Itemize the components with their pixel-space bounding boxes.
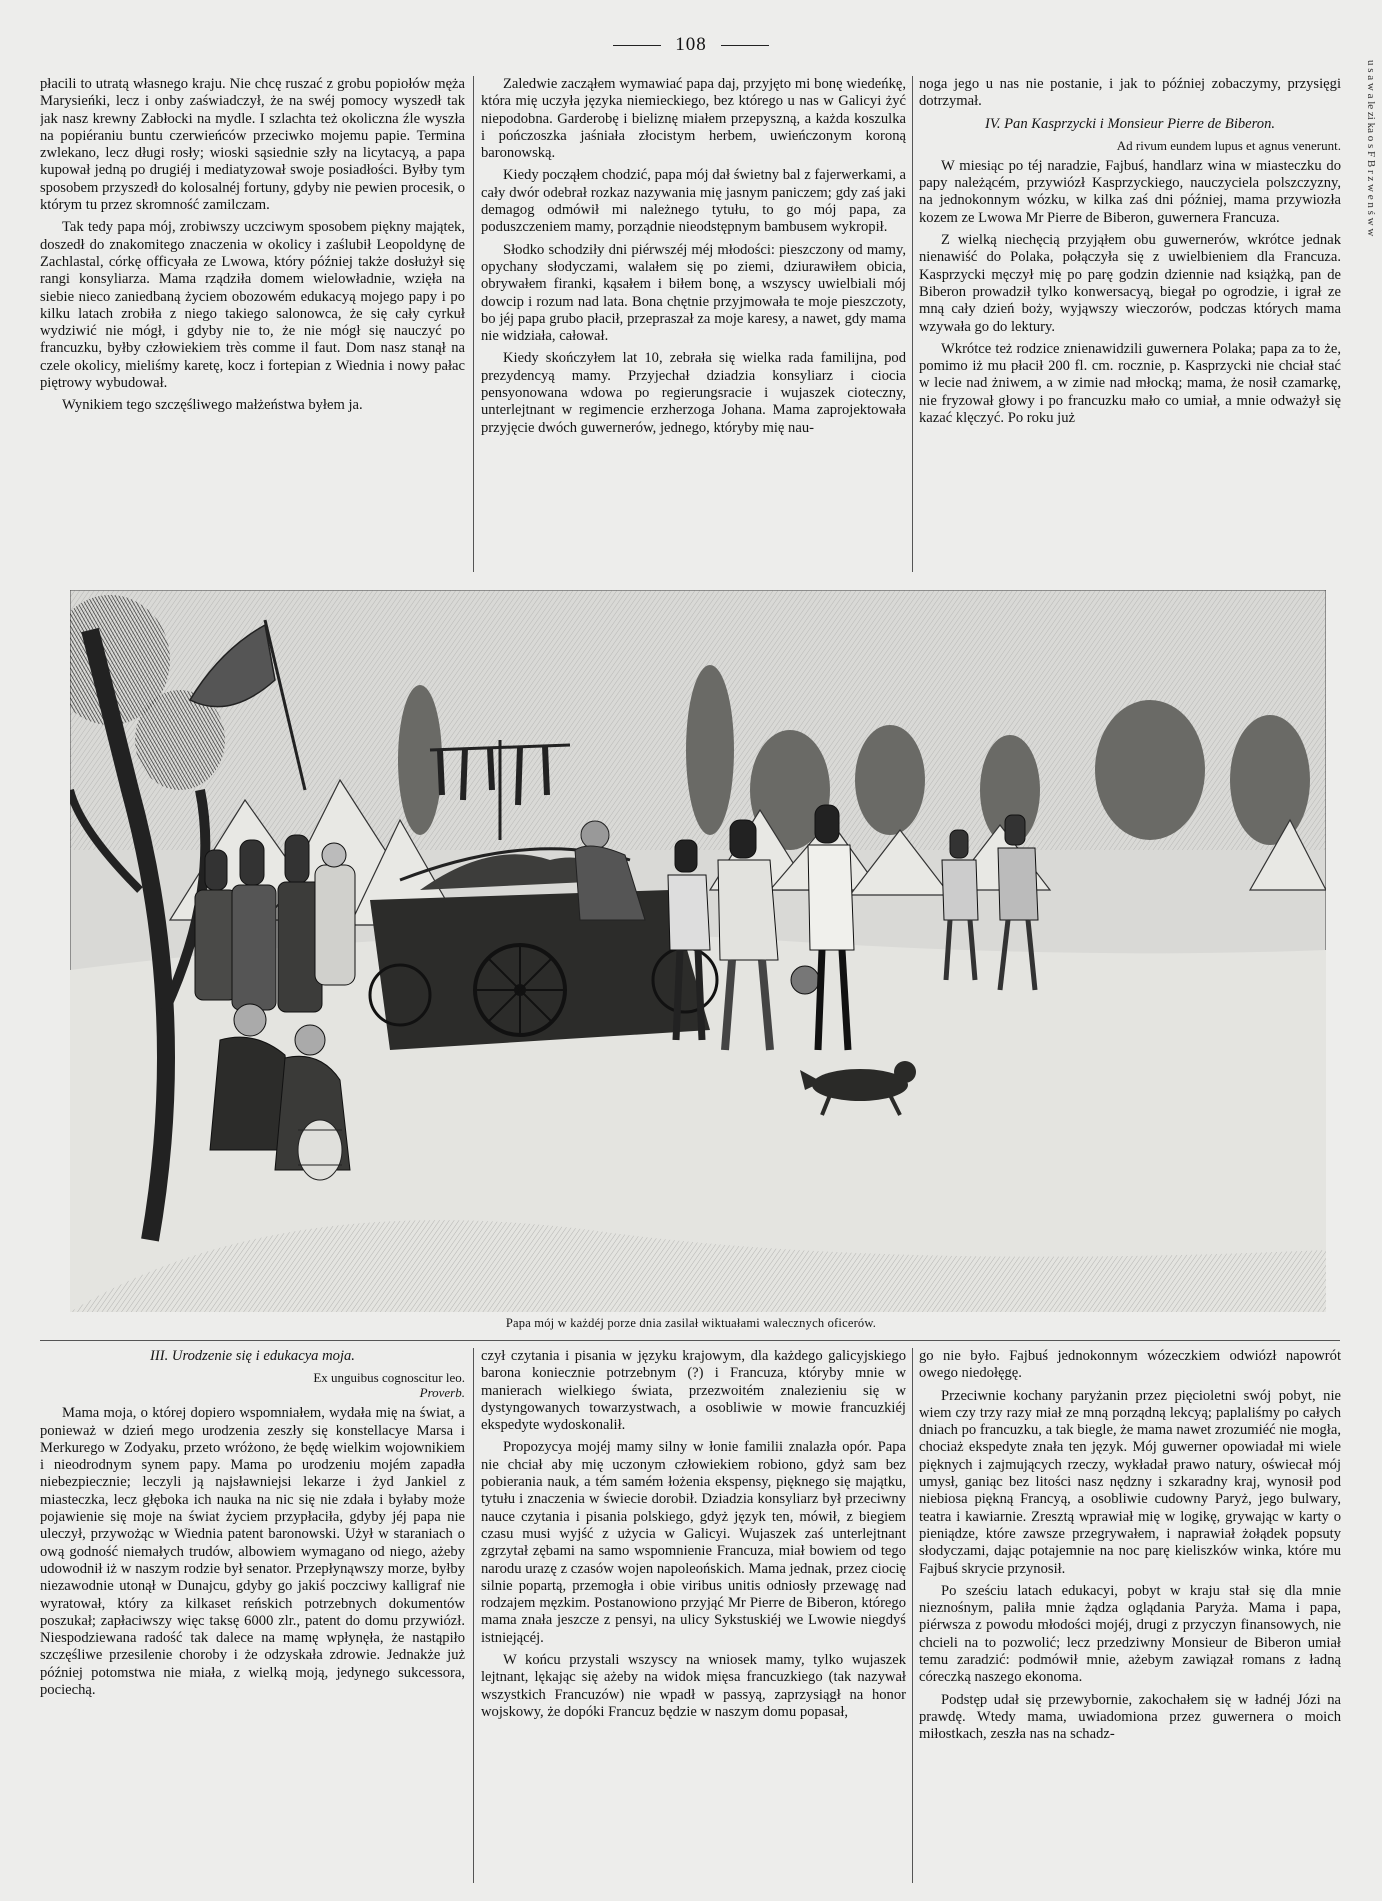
top-column-2 [481, 76, 906, 572]
paragraph: Z wielką niechęcią przyjąłem obu guwernerów, wkrótce jednak nienawiść do Polaka, połączyła się z uwielbieniem dla Francuza. Kasprzycki męczył mię po parę godzin dziennie nad książką, pan de Biberon prowadził tylko konwersacyą, biegał po ogrodzie, i igrał ze mną cały dzień boży, wyjąwszy wieczorów, podczas których mama wzywała go do lektury. [919, 232, 1341, 335]
paragraph: W miesiąc po téj naradzie, Fajbuś, handlarz wina w miasteczku do papy należącém, przywiózł Kasprzyckiego, nauczyciela polszczyzny, na jednokonnym wózku, w kilka zaś dni później, mama przywiozła kozem ze Lwowa Mr Pierre de Biberon, guwernera Francuza. [919, 157, 1341, 226]
section-heading: IV. Pan Kasprzycki i Monsieur Pierre de Biberon. [984, 115, 1276, 132]
section-heading: III. Urodzenie się i edukacya moja. [150, 1348, 355, 1364]
paragraph: czył czytania i pisania w języku krajowym, dla każdego galicyjskiego barona koniecznie potrzebnym (?) i Francuza, któryby mnie w manierach wielkiego świata, przezwoitém znalezieniu się w dystyngowanych towarzystwach, a osobliwie w mowie francuzkiéj ekspedyte wydoskonalił. [481, 1348, 906, 1434]
column-divider [473, 1348, 474, 1883]
paragraph: Podstęp udał się przewybornie, zakochałem się w ładnéj Józi na prawdę. Wtedy mama, uwiadomiona przez guwernera o moich miłostkach, zeszła nas na schadz- [919, 1691, 1341, 1743]
illustration-caption: Papa mój w każdéj porze dnia zasilał wiktuałami walecznych oficerów. [505, 1316, 877, 1330]
paragraph: Kiedy skończyłem lat 10, zebrała się wielka rada familijna, pod prezydencyą mamy. Przyjechał dziadzia konsyliarz i ciocia pensyonowana wdowa po regierungsracie i wujaszek cioteczny, unterlejtnant w regimencie erzherzoga Johana. Mama zaprojektowała przyjęcie dwóch guwernerów, jednego, któryby mię nau- [481, 350, 906, 436]
bottom-column-3 [919, 1348, 1341, 1883]
page-number-line [0, 34, 1382, 56]
paragraph: Słodko schodziły dni piérwszéj méj młodości: pieszczony od mamy, opychany słodyczami, walałem się po ziemi, dziurawiłem obicia, obrywałem firanki, kąsałem i biłem bonę, a wszyscy uwielbiali mój dowcip i rozum nad lata. Bona chętnie przyjmowała te moje pieszczoty, bo jéj papa grubo płacił, przepraszał za moje karesy, a nawet, gdy mama nie widziała, całował. [481, 241, 906, 345]
top-column-3 [919, 76, 1341, 572]
page-number-rule-left [613, 45, 661, 46]
facing-page-edge-text: u s a w a le zi ka o s F B r z w e n ś w w [1365, 60, 1377, 237]
column-divider [473, 76, 474, 572]
paragraph: noga jego u nas nie postanie, i jak to później zobaczymy, przysięgi dotrzymał. [919, 76, 1341, 110]
page-number: 108 [675, 34, 707, 55]
bottom-column-2 [481, 1348, 906, 1883]
paragraph: Propozycya mojéj mamy silny w łonie familii znalazła opór. Papa nie chciał aby mię uczonym człowiekiem robiono, gdyż sam bez pobierania nauk, a tém samém łożenia ekspensy, pięknego się majątku, tytułu i znaczenia w świecie dorobił. Dziadzia konsyliarz był przeciwny nauce czytania i pisania polskiego, gdyż język ten, mówił, z biegiem czasu musi wyjść z użycia w Galicyi. Wujaszek zaś unterlejtnant zgrzytał zębami na samo wspomnienie Francuza, miał bowiem od tego narodu urazę z czasów wojen napoleońskich. Mama jednak, przez ciocię silnie popartą, przemogła i obie viribus unitis odniosły przewagę nad rodzajem męzkim. Postanowiono przyjąć Mr Pierre de Biberon, którego mama znała jeszcze z pensyi, na ulicy Sykstuskiéj we Lwowie niegdyś istniejącéj. [481, 1439, 906, 1646]
epigraph [40, 1370, 465, 1400]
camp-engraving-illustration [70, 590, 1326, 1312]
paragraph: płacili to utratą własnego kraju. Nie chcę ruszać z grobu popiołów męża Marysieńki, lecz i onby zaświadczył, że na swéj pomocy wyszedł tak jak nasz krewny Zabłocki na mydle. I szlachta też okoliczna źle wyszła na popiéraniu buntu czerwieńców przeciwko mojemu papie. Termina zwlekano, lecz długi rosły; wioski sąsiednie szły na licytacyą, a papa kupował jedną po drugiéj i mediatyzował swoje posiadłości. Byłby tym sposobem przyszedł do kolosalnéj fortuny, gdyby nie pewien procesik, o którym tu przez skromność zamilczam. [40, 76, 465, 214]
paragraph: Tak tedy papa mój, zrobiwszy uczciwym sposobem piękny majątek, doszedł do znakomitego znaczenia w okolicy i zaślubił Leopoldynę de Zachlastal, córkę officyała ze Lwowa, który później także dosłużył się rangi konsyliarza. Mama rządziła domem wielowładnie, wzięła na siebie nieco zaniedbaną życiem obozowém edukacyą mojego papy i po kilku latach zrobiła z niego takiego salonowca, że się cały cyrkuł wydziwić nie mógł, i gdyby nie to, że nie mógł się nauczyć po francuzku, byłby człowiekiem très comme il faut. Dom nasz stanął na czele okolicy, mieliśmy karetę, kocz i fortepian z Wiednia i nowy pałac piętrowy wybudował. [40, 219, 465, 392]
paragraph: go nie było. Fajbuś jednokonnym wózeczkiem odwiózł napowrót owego niedołęgę. [919, 1348, 1341, 1382]
column-divider [912, 76, 913, 572]
paragraph: Przeciwnie kochany paryżanin przez pięcioletni swój pobyt, nie wiem czy trzy razy miał ze mną porządną lekcyą; paplaliśmy po całych dniach po francuzku, a tak biegle, że mama nawet zrozumiéć nie mogła, chociaż ekspedyte znała ten język. Mój guwerner opowiadał mi wiele pięknych i zajmujących rzeczy, wykładał prawo natury, oświecał mój umysł, ganiąc bez litości nasz nędzny i szkaradny kraj, wynosił pod niebiosa piękną Francyą, a osobliwie cudowny Paryż, jego bulwary, teatra i kawiarnie. Zresztą wprawiał mię w logikę, grywając w karty o pieniądze, które zawsze przegrywałem, i naprawiał żołądek popsuty słodyczami, dając potajemnie na noc parę kieliszków winka, które mu Fajbuś skrycie przynosił. [919, 1387, 1341, 1577]
paragraph: Wkrótce też rodzice znienawidzili guwernera Polaka; papa za to że, pomimo iż mu płacił 200 fl. cm. rocznie, p. Kasprzycki nie chciał stać w lecie nad żniwem, a w zimie nad młocką; mama, że nosił czamarkę, nie fryzował głowy i po francuzku mało co umiał, a mnie odważył się kazać klęczyć. Po roku już [919, 340, 1341, 427]
caption-rule [40, 1340, 1340, 1341]
epigraph-text: Ex unguibus cognoscitur leo. [313, 1370, 465, 1386]
paragraph: Mama moja, o której dopiero wspomniałem, wydała mię na świat, a ponieważ w dzień mego urodzenia zeszły się konstellacye Marsa i Merkurego w Zodyaku, przeto wróżono, że będę wielkim wojownikiem i nieodrodnym synem papy. Mama po urodzeniu mojém zapadła niebezpiecznie; leczyli ją najsławniejsi lekarze i żyd Jankiel z miasteczka, lecz głęboka ich nauka na nic się nie zdała i byłaby może pojawienie się moje na świat życiem przypłaciła, gdyby jéj papa nie uleczył, przywożąc w Wiednia patent baronowski. Użył w staraniach o ową godność niemałych trudów, albowiem wymagano od niego, ażeby udowodnił iż w naszym rodzie był senator. Przepłynąwszy morze, byłby niezawodnie utonął w Dunajcu, gdyby go jakiś poczciwy kalligraf nie wyratował, który za kilkaset reńskich potrzebnych dokumentów poszukał; zapłaciwszy więc taksę 6000 zlr., patent do domu przywiózł. Niespodziewana radość tak dalece na mamę wpłynęła, że nastąpiło szczęśliwe przesilenie choroby i że odzyskała zdrowie. Jednakże już później potomstwa nie miała, z wielką moją, jedynego sukcessora, pociechą. [40, 1405, 465, 1699]
top-column-1 [40, 76, 465, 572]
epigraph: Ad rivum eundem lupus et agnus venerunt. [1116, 137, 1341, 153]
paragraph: Kiedy począłem chodzić, papa mój dał świetny bal z fajerwerkami, a cały dwór odebrał rozkaz nazywania mię jasnym paniczem; gdy zaś jaki demagog odmówił mi należnego tytułu, to go mój papa, za poduszczeniem mamy, porządnie nieodstępnym bambusem wykropił. [481, 167, 906, 236]
paragraph: Wynikiem tego szczęśliwego małżeństwa byłem ja. [62, 397, 363, 414]
column-divider [912, 1348, 913, 1883]
epigraph-source: Proverb. [419, 1385, 465, 1401]
paragraph: W końcu przystali wszyscy na wniosek mamy, tylko wujaszek lejtnant, lękając się ażeby na widok mięsa francuzkiego (tak nazywał wszystkich Francuzów) nie wpadł w passyą, zaprzysiągł na honor wojskowy, że dopóki Francuz będzie w naszym domu popasał, [481, 1652, 906, 1720]
bottom-column-1 [40, 1348, 465, 1883]
paragraph: Po sześciu latach edukacyi, pobyt w kraju stał się dla mnie nieznośnym, paliła mnie żądza oglądania Paryża. Mama i papa, piérwsza z powodu młodości mojéj, drugi z przyczyn finansowych, nie chcieli na to pozwolić; lecz przedziwny Monsieur de Biberon umiał temu zaradzić: podmówił mnie, ażebym zawiązał romans z ładną córeczką naszego ekonoma. [919, 1582, 1341, 1686]
page-number-rule-right [721, 45, 769, 46]
paragraph: Zaledwie zacząłem wymawiać papa daj, przyjęto mi bonę wiedeńkę, która mię uczyła języka niemieckiego, bez którego u nas w Galicyi żyć niepodobna. Garderobę i bieliznę miałem przepyszną, a każda koszulka i pończoszka jaśniała złocistym herbem, uwieńczonym koroną baronowską. [481, 76, 906, 162]
